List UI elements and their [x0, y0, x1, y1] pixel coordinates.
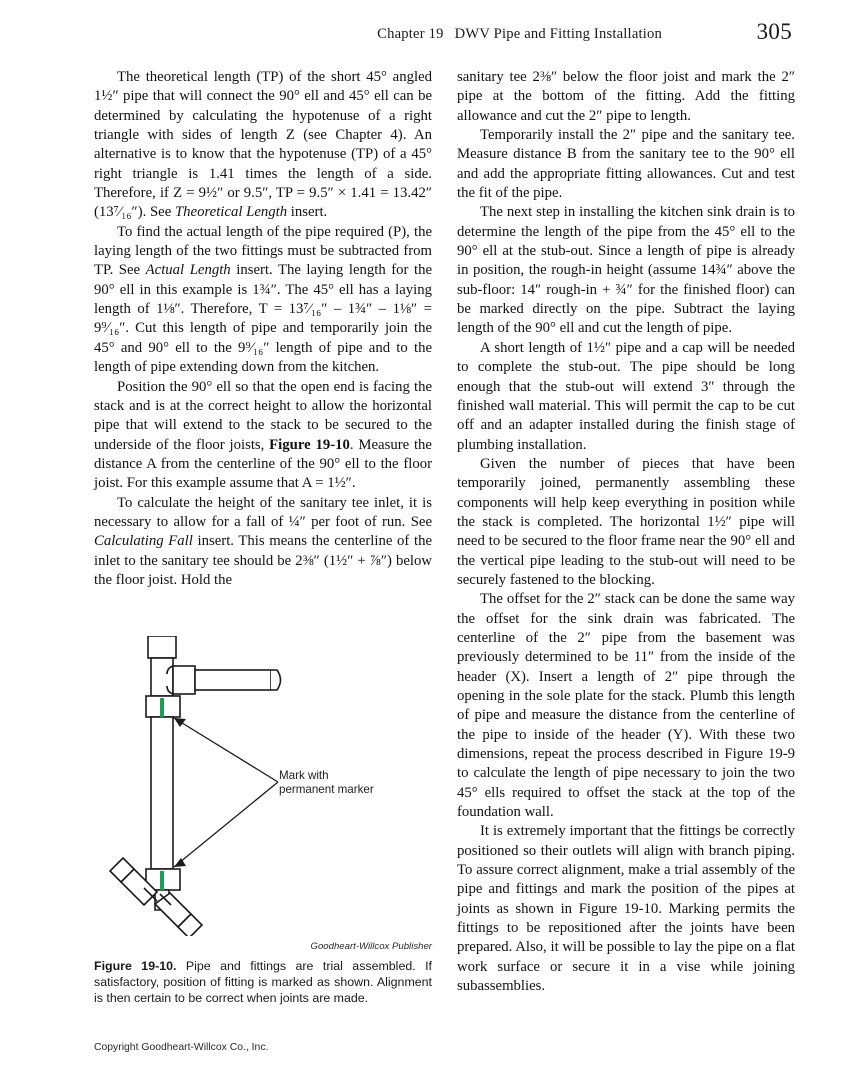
text-run: . Measure the distance A from the centerline of the 90° ell to the floor joist. For this example assume that A = 1½″. — [94, 436, 432, 492]
text-run: Position the 90° ell so that the open end is facing the stack and is at the correct height to allow the horizontal pipe that will extend to the stack to be secured to the underside of the floor joists, — [94, 378, 432, 453]
paragraph — [457, 68, 795, 126]
chapter-label: Chapter 19 — [377, 26, 444, 42]
paragraph — [457, 126, 795, 203]
text-run: insert. The laying length for the 90° ell in this example is 1¾″. The 45° ell has a laying length of 1⅛″. Therefore, T = 13⁷⁄₁₆″ – 1¾″ – 1⅛″ = 9⁹⁄₁₆″. Cut this length of pipe and temporarily join the 45° and 90° ell to the 9⁹⁄₁₆″ length of pipe and to the length of pipe extending down from the kitchen. — [94, 262, 433, 376]
paragraph — [94, 223, 432, 378]
text-run: A short length of 1½″ pipe and a cap will be needed to complete the stub-out. The pipe should be long enough that the stub-out will extend 3″ through the finished wall material. This will permit the cap to be cut off and an adapter installed during the finish stage of plumbing installation. — [457, 339, 795, 453]
running-head-chapter — [377, 26, 662, 43]
figure-caption — [94, 958, 432, 1007]
leader-line-upper — [174, 718, 278, 782]
text-run: The theoretical length (TP) of the short 45° angled 1½″ pipe that will connect the 90° ell and 45° ell can be determined by calculating the hypotenuse of a right triangle with sides of length Z (see Chapter 4). An alternative is to know that the hypotenuse (TP) of a 45° right triangle is 1.41 times the length of a side. Therefore, if Z = 9½″ or 9.5″, TP = 9.5″ × 1.41 = 13.42″ (13⁷⁄₁₆″). See — [94, 69, 432, 221]
text-run: The offset for the 2″ stack can be done the same way the offset for the sink drain was fabricated. The centerline of the 2″ pipe from the basement was previously determined to be 11″ from the inside of the header (X). Insert a length of 2″ pipe through the opening in the sole plate for the stack. Plumb this length of pipe and measure the distance from the centerline of the pipe to inside of the header (Y). With these two dimensions, repeat the process described in Figure 19-9 to calculate the length of pipe necessary to join the two 45° ells required to offset the stack at the top of the foundation wall. — [457, 591, 795, 821]
text-run: sanitary tee 2⅜″ below the floor joist and mark the 2″ pipe at the bottom of the fitting. Add the fitting allowance and cut the 2″ pipe to length. — [457, 69, 795, 124]
paragraph — [94, 378, 432, 494]
callout-line-2: permanent marker — [279, 783, 374, 797]
emphasis-italic: Actual Length — [145, 262, 231, 279]
marker-mark-lower — [160, 871, 164, 890]
text-run: Temporarily install the 2″ pipe and the sanitary tee. Measure distance B from the sanitary tee to the 90° ell and add the appropriate fitting allowances. Cut and test the fit of the pipe. — [457, 127, 795, 202]
riser-pipe — [151, 717, 173, 869]
text-run: The next step in installing the kitchen sink drain is to determine the length of the pipe from the 45° ell to the 90° ell at the stub-out. Since a length of pipe is already in position, the rough-in height (assume 14¾″ above the sub-floor: 14″ rough-in + ¾″ for the finished floor) can be marked directly on the pipe. Subtract the laying length of the 90° ell and cut the length of pipe. — [457, 204, 795, 337]
copyright-line: Copyright Goodheart-Willcox Co., Inc. — [94, 1042, 269, 1053]
paragraph — [457, 455, 795, 590]
sanitary-tee-body — [151, 658, 173, 696]
branch-pipe-bell — [271, 670, 281, 690]
text-run: To calculate the height of the sanitary tee inlet, it is necessary to allow for a fall of ¼″ per foot of run. See — [94, 494, 432, 530]
callout-line-1: Mark with — [279, 769, 329, 782]
paragraph — [94, 68, 432, 223]
emphasis-bold: Figure 19-10 — [269, 436, 350, 453]
leader-arrowhead-upper — [174, 718, 186, 727]
text-run: insert. — [287, 204, 328, 221]
pipe-assembly-drawing — [94, 636, 432, 936]
branch-pipe — [195, 670, 271, 690]
chapter-title: DWV Pipe and Fitting Installation — [454, 26, 662, 42]
figure-caption-text: Pipe and fittings are trial assembled. If satisfactory, position of fitting is marked as shown. Alignment is then certain to be correct when joints are made. — [94, 959, 432, 1006]
paragraph — [94, 494, 432, 591]
figure-credit: Goodheart-Willcox Publisher — [310, 941, 432, 952]
paragraph — [457, 822, 795, 996]
figure-number: Figure 19-10. — [94, 959, 177, 973]
leader-line-lower — [174, 782, 278, 867]
text-run: To find the actual length of the pipe required (P), the laying length of the two fittings must be subtracted from TP. See — [94, 223, 432, 279]
top-pipe-stub — [148, 636, 176, 658]
emphasis-italic: Theoretical Length — [174, 204, 288, 221]
emphasis-italic: Calculating Fall — [94, 533, 193, 550]
text-run: Given the number of pieces that have been temporarily joined, permanently assembling these components will help keep everything in position while the stack is completed. The horizontal 1½″ pipe will need to be secured to the floor frame near the 90° ell and the vertical pipe leading to the stub-out will need to be securely fastened to the blocking. — [457, 455, 795, 588]
figure-artwork — [94, 636, 432, 936]
paragraph — [457, 339, 795, 455]
body-column-left — [94, 68, 432, 590]
figure-19-10 — [94, 636, 432, 1006]
sanitary-tee-branch-hub — [173, 666, 195, 694]
body-column-right — [457, 68, 795, 997]
marker-mark-upper — [160, 698, 164, 717]
paragraph — [457, 590, 795, 822]
running-head — [90, 19, 792, 50]
text-run: It is extremely important that the fittings be correctly positioned so their outlets will align with branch piping. To assure correct alignment, make a trial assembly of the pipe and fittings and mark the position of the pipes at joints as shown in Figure 19-10. Marking permits the fittings to be repositioned after the joints have been prepared. Also, it will be possible to lay the pipe on a flat work surface or secure it in a vise while joining subassemblies. — [457, 823, 795, 995]
paragraph — [457, 203, 795, 338]
page-number: 305 — [756, 19, 792, 44]
figure-callout-label — [279, 769, 374, 798]
text-run: insert. This means the centerline of the inlet to the sanitary tee should be 2⅜″ (1½″ + ⅞″) below the floor joist. Hold the — [94, 533, 432, 588]
